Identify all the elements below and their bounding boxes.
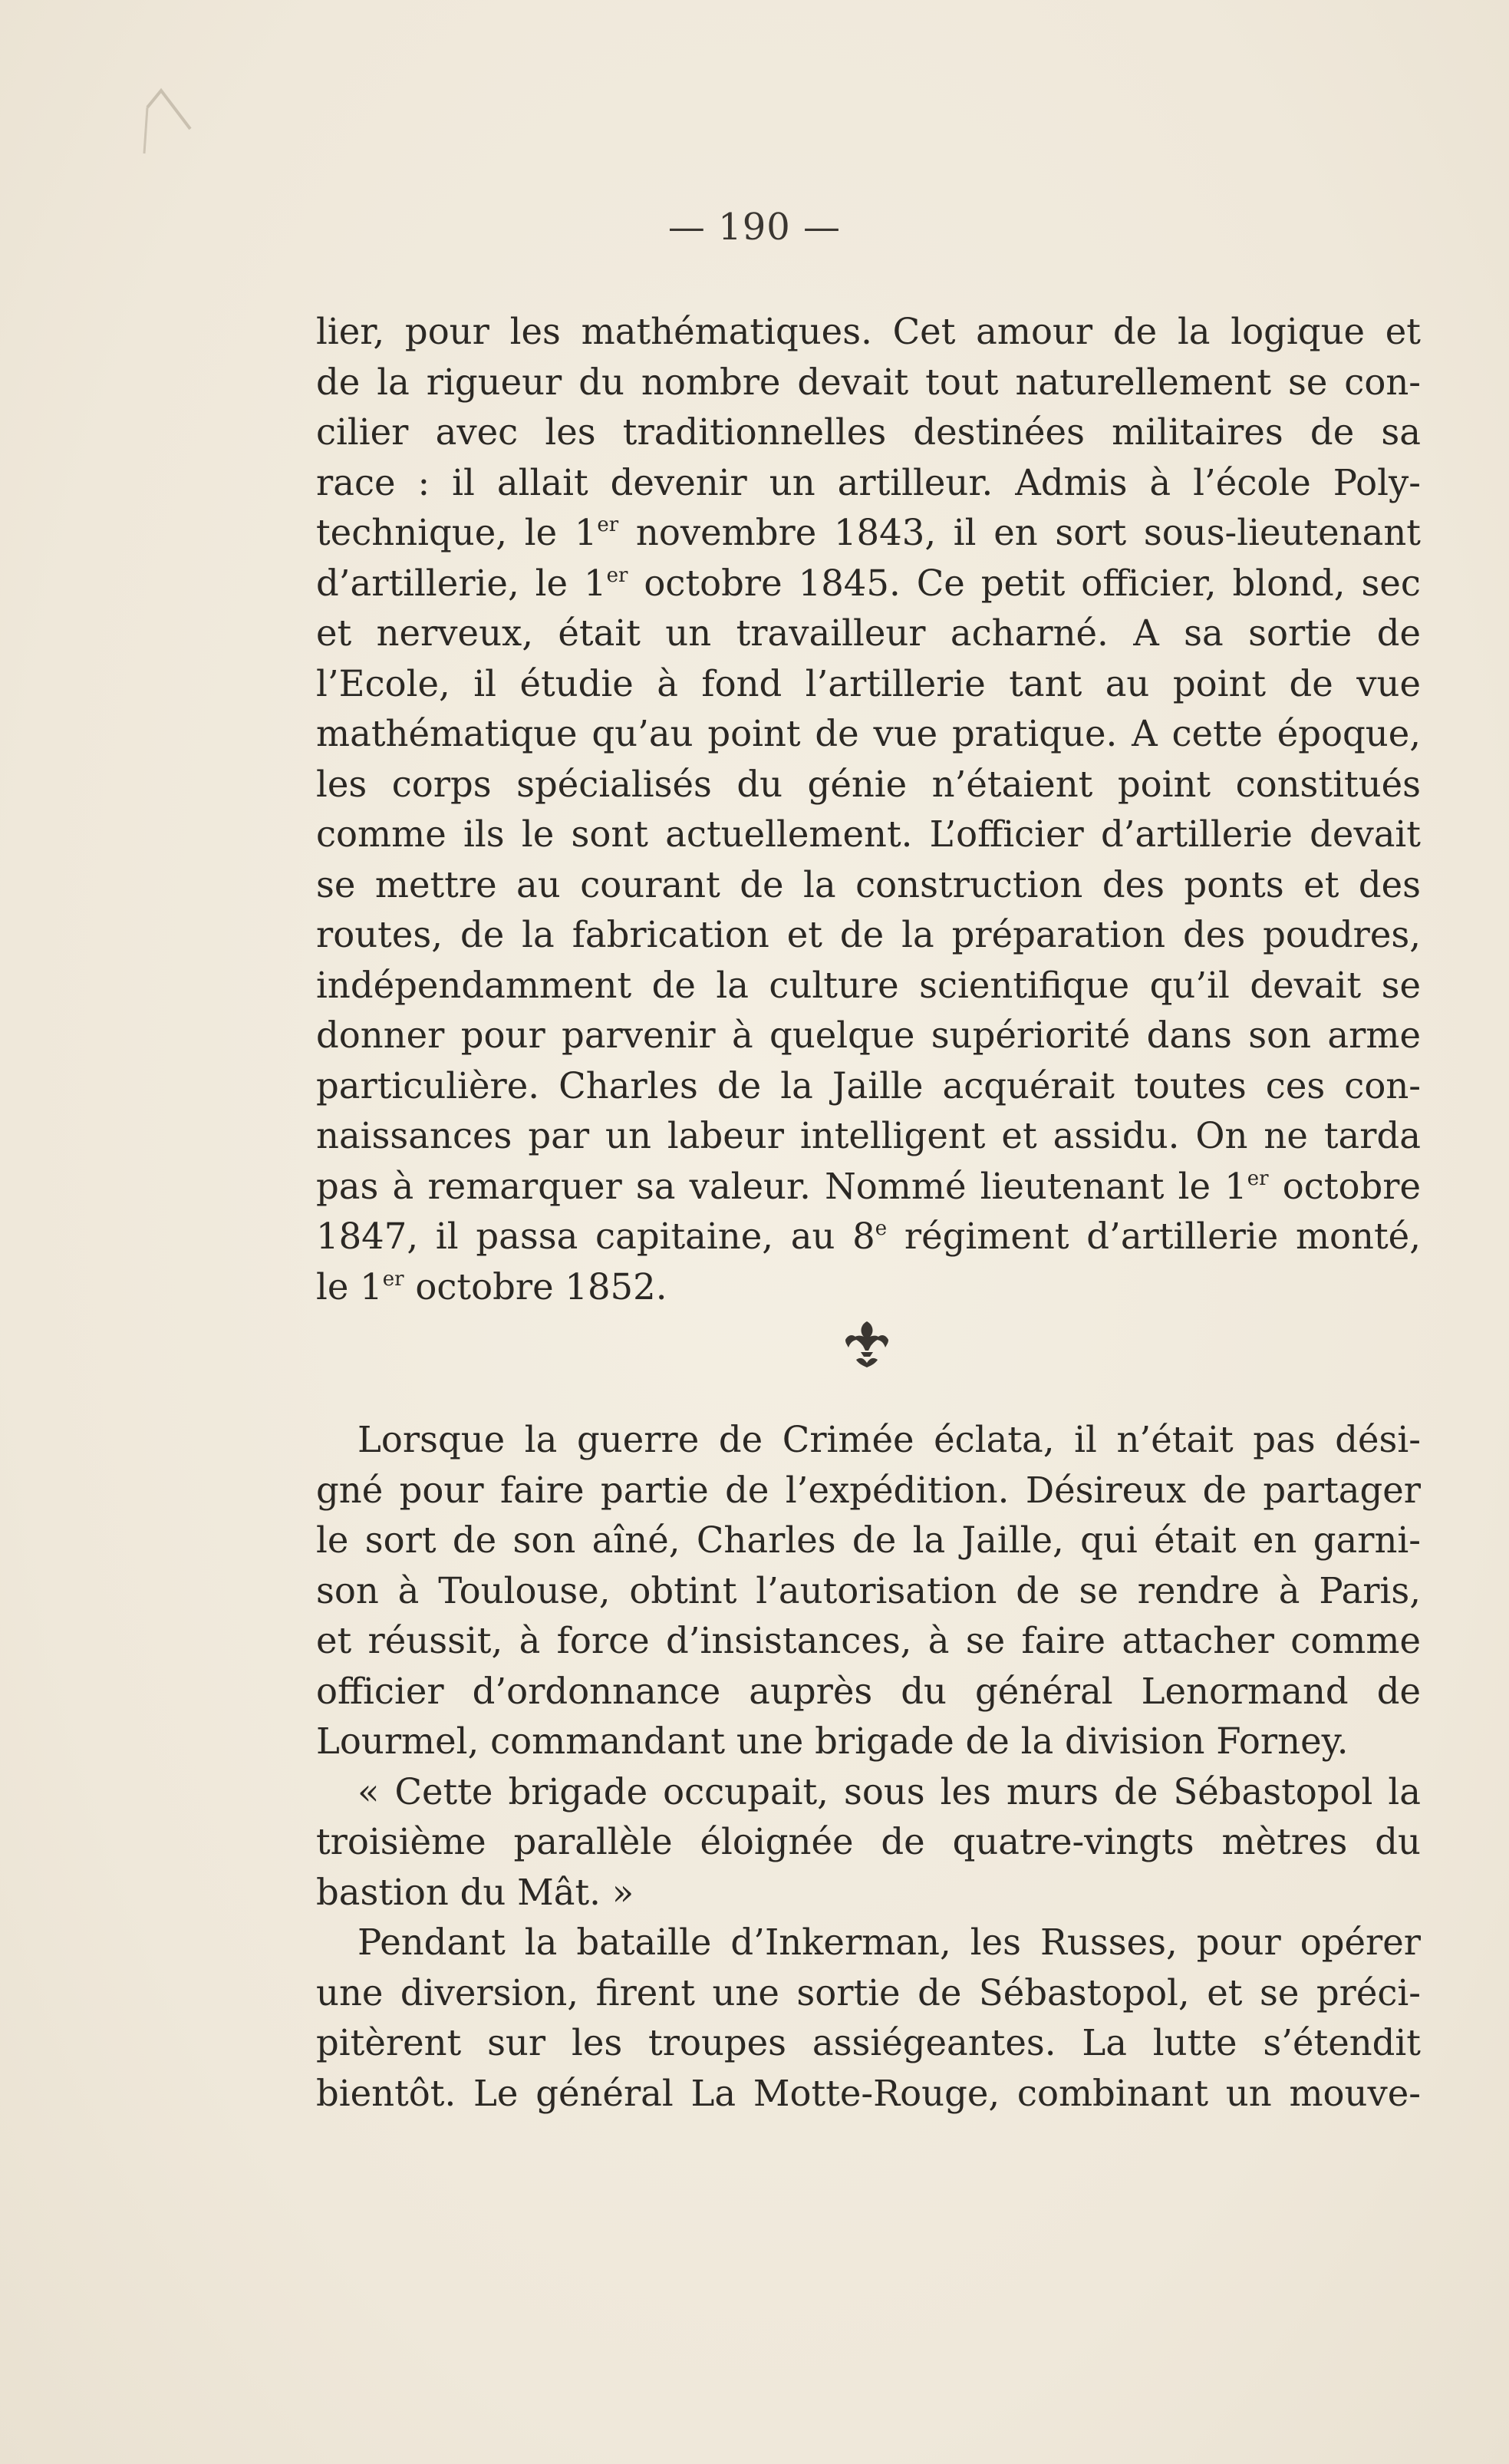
text-line: mathématique qu’au point de vue pratique. A cette époque, <box>316 713 1421 754</box>
text-line: troisième parallèle éloignée de quatre-vingts mètres du <box>316 1821 1421 1862</box>
text-line: comme ils le sont actuellement. L’officier d’artillerie devait <box>316 813 1421 855</box>
text-line: une diversion, firent une sortie de Sébastopol, et se préci- <box>316 1971 1421 2014</box>
text-line: l’Ecole, il étudie à fond l’artillerie tant au point de vue <box>316 662 1421 704</box>
text-line: le sort de son aîné, Charles de la Jaille, qui était en garni- <box>316 1519 1421 1561</box>
text-line: pitèrent sur les troupes assiégeantes. La lutte s’étendit <box>316 2022 1421 2063</box>
text-line: bientôt. Le général La Motte-Rouge, combinant un mouve- <box>316 2072 1421 2114</box>
text-line: se mettre au courant de la construction des ponts et des <box>316 863 1421 905</box>
text-line: lier, pour les mathématiques. Cet amour de la logique et <box>316 311 1421 352</box>
text-line: Lorsque la guerre de Crimée éclata, il n’était pas dési- <box>357 1419 1421 1460</box>
text-line: « Cette brigade occupait, sous les murs de Sébastopol la <box>357 1770 1421 1813</box>
text-line: race : il allait devenir un artilleur. Admis à l’école Poly- <box>316 461 1421 503</box>
text-line: donner pour parvenir à quelque supériorité dans son arme <box>316 1014 1421 1056</box>
page-number: — 190 — <box>667 206 842 249</box>
text-line: routes, de la fabrication et de la préparation des poudres, <box>316 914 1421 955</box>
text-line: cilier avec les traditionnelles destinées militaires de sa <box>316 411 1421 453</box>
text-line: Lourmel, commandant une brigade de la division Forney. <box>316 1720 1349 1762</box>
paragraph-crimea <box>316 1415 1421 2119</box>
text-line: bastion du Mât. » <box>316 1871 634 1913</box>
text-line: indépendamment de la culture scientifique qu’il devait se <box>316 964 1421 1006</box>
text-line: particulière. Charles de la Jaille acquérait toutes ces con- <box>316 1064 1421 1107</box>
paragraph-career <box>316 307 1421 1312</box>
text-line: gné pour faire partie de l’expédition. Désireux de partager <box>316 1469 1421 1511</box>
text-line: et réussit, à force d’insistances, à se faire attacher comme <box>316 1620 1421 1661</box>
text-line: et nerveux, était un travailleur acharné. A sa sortie de <box>316 612 1421 654</box>
text-line: technique, le 1er novembre 1843, il en sort sous-lieutenant <box>316 512 1421 553</box>
text-line: 1847, il passa capitaine, au 8e régiment d’artillerie monté, <box>316 1216 1421 1257</box>
fleuron-ornament-icon <box>838 1317 896 1371</box>
text-line: Pendant la bataille d’Inkerman, les Russes, pour opérer <box>357 1921 1421 1963</box>
text-line: pas à remarquer sa valeur. Nommé lieutenant le 1er octobre <box>316 1165 1422 1207</box>
text-line: officier d’ordonnance auprès du général Lenormand de <box>316 1670 1421 1712</box>
text-line: le 1er octobre 1852. <box>316 1265 667 1308</box>
text-line: son à Toulouse, obtint l’autorisation de se rendre à Paris, <box>316 1569 1421 1611</box>
text-line: les corps spécialisés du génie n’étaient point constitués <box>316 763 1421 805</box>
text-line: naissances par un labeur intelligent et assidu. On ne tarda <box>316 1115 1421 1156</box>
text-line: d’artillerie, le 1er octobre 1845. Ce petit officier, blond, sec <box>316 562 1421 604</box>
text-line: de la rigueur du nombre devait tout naturellement se con- <box>316 361 1421 403</box>
page-corner-mark <box>138 84 199 161</box>
